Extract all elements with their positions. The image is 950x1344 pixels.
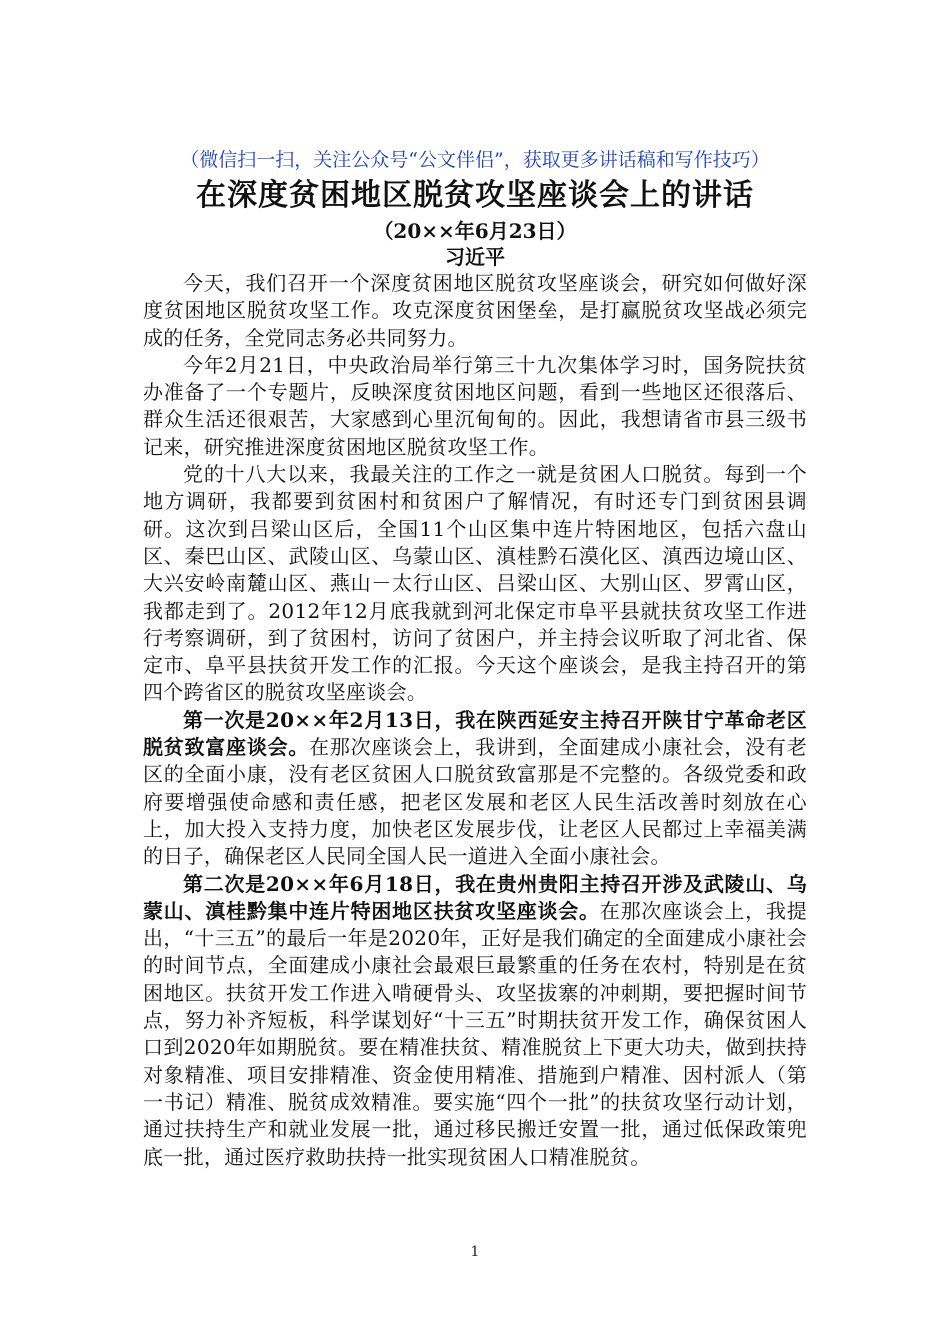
speech-date: （20××年6月23日） xyxy=(373,219,577,243)
paragraph-4 xyxy=(143,707,807,871)
speech-author: 习近平 xyxy=(445,245,505,269)
paragraph-1: 今天，我们召开一个深度贫困地区脱贫攻坚座谈会，研究如何做好深度贫困地区脱贫攻坚工作。攻克深度贫困堡垒，是打赢脱贫攻坚战必须完成的任务，全党同志务必共同努力。 xyxy=(143,271,807,350)
paragraph-2: 今年2月21日，中央政治局举行第三十九次集体学习时，国务院扶贫办准备了一个专题片，反映深度贫困地区问题，看到一些地区还很落后、群众生活还很艰苦，大家感到心里沉甸甸的。因此，我想请省市县三级书记来，研究推进深度贫困地区脱贫攻坚工作。 xyxy=(143,352,807,459)
paragraph-5-text: 在那次座谈会上，我提出，“十三五”的最后一年是2020年，正好是我们确定的全面建成小康社会的时间节点，全面建成小康社会最艰巨最繁重的任务在农村，特别是在贫困地区。扶贫开发工作进入啃硬骨头、攻坚拔寨的冲刺期，要把握时间节点，努力补齐短板，科学谋划好“十三五”时期扶贫开发工作，确保贫困人口到2020年如期脱贫。要在精准扶贫、精准脱贫上下更大功夫，做到扶持对象精准、项目安排精准、资金使用精准、措施到户精准、因村派人（第一书记）精准、脱贫成效精准。要实施“四个一批”的扶贫攻坚行动计划，通过扶持生产和就业发展一批，通过移民搬迁安置一批，通过低保政策兜底一批，通过医疗救助扶持一批实现贫困人口精准脱贫。 xyxy=(143,898,807,1169)
promo-line: （微信扫一扫，关注公众号“公文伴侣”，获取更多讲话稿和写作技巧） xyxy=(180,149,770,171)
paragraph-3: 党的十八大以来，我最关注的工作之一就是贫困人口脱贫。每到一个地方调研，我都要到贫困村和贫困户了解情况，有时还专门到贫困县调研。这次到吕梁山区后，全国11个山区集中连片特困地区，包括六盘山区、秦巴山区、武陵山区、乌蒙山区、滇桂黔石漠化区、滇西边境山区、大兴安岭南麓山区、燕山－太行山区、吕梁山区、大别山区、罗霄山区，我都走到了。2012年12月底我就到河北保定市阜平县就扶贫攻坚工作进行考察调研，到了贫困村，访问了贫困户，并主持会议听取了河北省、保定市、阜平县扶贫开发工作的汇报。今天这个座谈会，是我主持召开的第四个跨省区的脱贫攻坚座谈会。 xyxy=(143,462,807,705)
page-number: 1 xyxy=(470,1244,480,1260)
paragraph-5-lead: 第二次是20××年6月18日，我在贵州贵阳主持召开涉及武陵山、乌蒙山、滇桂黔集中连片特困地区扶贫攻坚座谈会。 xyxy=(143,871,807,923)
document-page xyxy=(143,146,807,1171)
paragraph-4-text: 在那次座谈会上，我讲到，全面建成小康社会，没有老区的全面小康，没有老区贫困人口脱贫致富那是不完整的。各级党委和政府要增强使命感和责任感，把老区发展和老区人民生活改善时刻放在心上，加大投入支持力度，加快老区发展步伐，让老区人民都过上幸福美满的日子，确保老区人民同全国人民一道进入全面小康社会。 xyxy=(143,735,808,869)
paragraph-5 xyxy=(143,871,807,1171)
document-title: 在深度贫困地区脱贫攻坚座谈会上的讲话 xyxy=(196,178,754,213)
paragraph-4-lead: 第一次是20××年2月13日，我在陕西延安主持召开陕甘宁革命老区脱贫致富座谈会。 xyxy=(143,707,807,760)
